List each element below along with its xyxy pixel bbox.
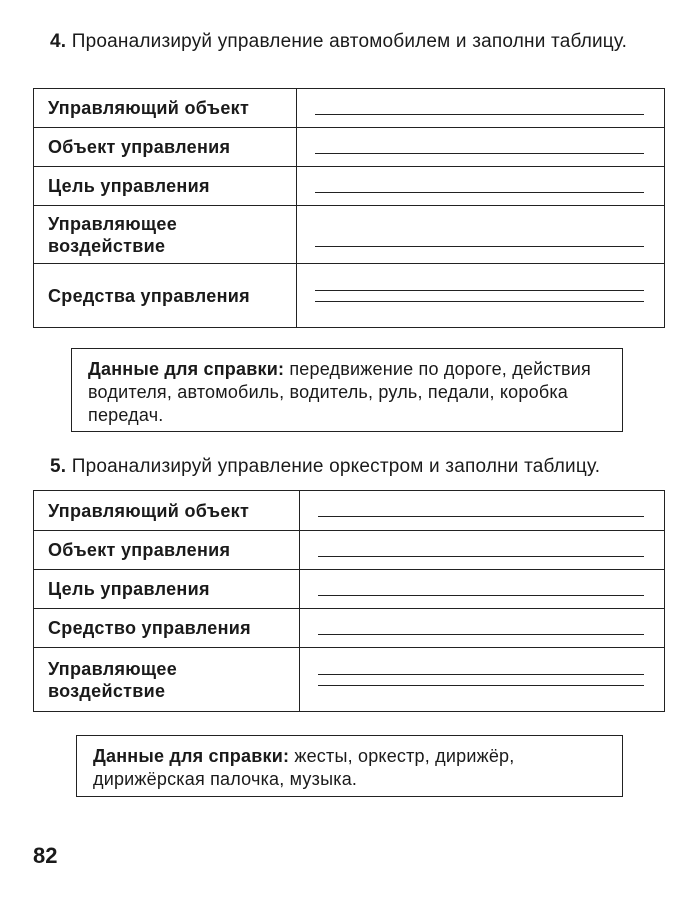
task-4-reference-box [71,348,623,432]
row-label: Объект управления [34,128,297,167]
answer-field[interactable] [300,531,665,570]
table-row [34,609,665,648]
task-5-prompt [50,455,680,479]
answer-field[interactable] [297,128,665,167]
table-row [34,648,665,712]
answer-field[interactable] [300,648,665,712]
row-label: Цель управления [34,167,297,206]
answer-field[interactable] [297,89,665,128]
table-row [34,206,665,264]
row-label: Объект управления [34,531,300,570]
table-row [34,167,665,206]
task-4-number: 4. [50,31,67,52]
table-row [34,89,665,128]
table-row [34,264,665,328]
row-label: Средства управления [34,264,297,328]
table-row [34,491,665,531]
row-label: Управляющий объект [34,491,300,531]
task-4-table [33,88,665,328]
task-5-reference-box [76,735,623,797]
task-5-table [33,490,665,712]
answer-field[interactable] [297,167,665,206]
answer-field[interactable] [300,609,665,648]
reference-text: передвижение по дороге, действия водителя, автомобиль, водитель, руль, педали, коробка передач. [88,359,591,425]
reference-title: Данные для справки: [93,746,290,766]
answer-line [315,290,644,291]
page-number: 82 [33,843,58,868]
row-label: Управляющий объект [34,89,297,128]
answer-line [318,516,644,517]
answer-line [318,634,644,635]
reference-title: Данные для справки: [88,359,285,379]
task-4-prompt [50,30,670,54]
answer-field[interactable] [300,491,665,531]
answer-line [318,674,644,675]
answer-line [318,685,644,686]
answer-line [318,595,644,596]
answer-line [315,246,644,247]
table-row [34,570,665,609]
answer-line [315,114,644,115]
answer-field[interactable] [300,570,665,609]
answer-line [315,192,644,193]
answer-line [315,301,644,302]
task-4-text: Проанализируй управление автомобилем и заполни таблицу. [71,31,628,52]
reference-text: жесты, оркестр, дирижёр, дирижёрская палочка, музыка. [93,746,515,789]
row-label: Средство управления [34,609,300,648]
row-label: Управляющее воздействие [34,206,297,264]
row-label: Управляющее воздействие [34,648,300,712]
table-row [34,128,665,167]
answer-field[interactable] [297,264,665,328]
answer-field[interactable] [297,206,665,264]
answer-line [315,153,644,154]
task-5-text: Проанализируй управление оркестром и заполни таблицу. [71,456,601,477]
task-5-number: 5. [50,456,67,477]
answer-line [318,556,644,557]
table-row [34,531,665,570]
row-label: Цель управления [34,570,300,609]
